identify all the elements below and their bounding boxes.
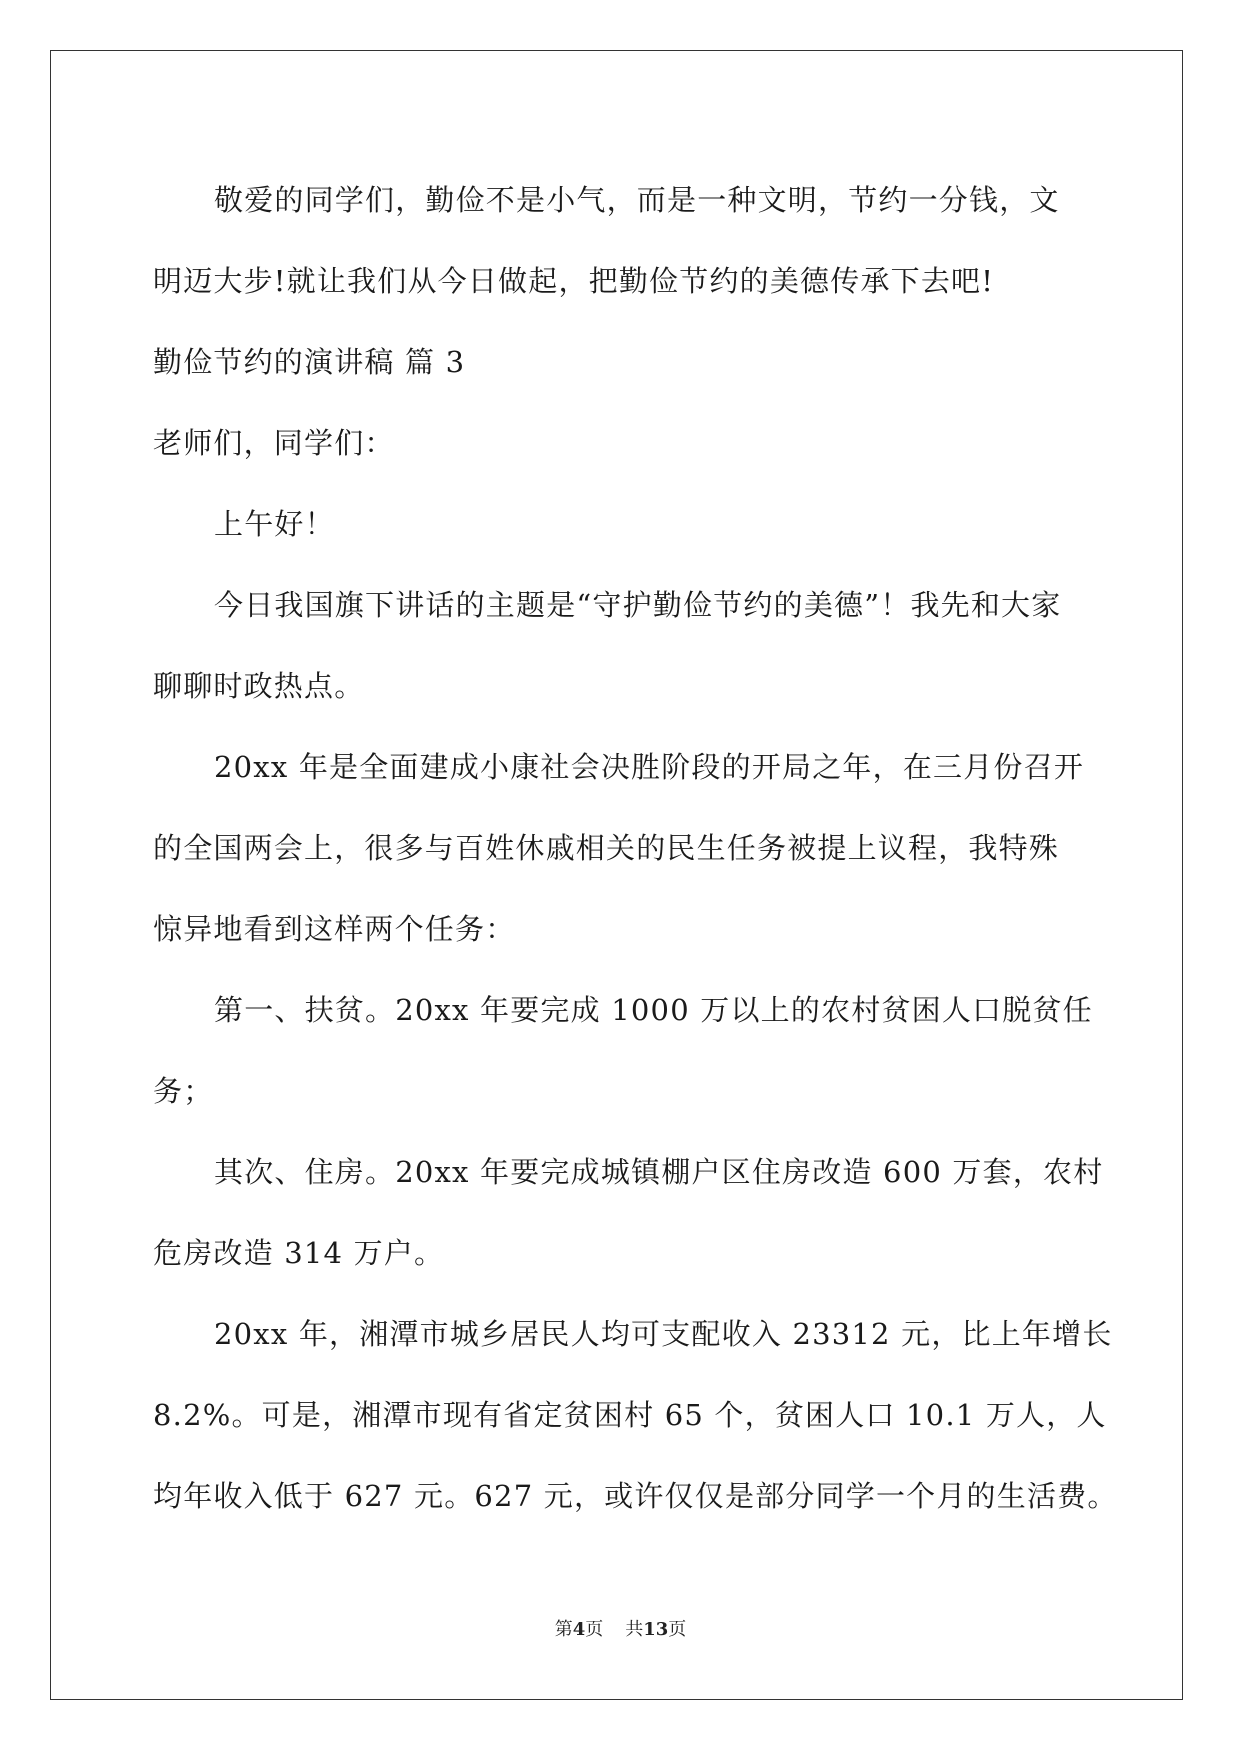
paragraph-line: 敬爱的同学们，勤俭不是小气，而是一种文明，节约一分钱，文 — [214, 183, 1060, 217]
footer-total-prefix: 共 — [625, 1619, 644, 1640]
footer-prefix: 第 — [554, 1619, 573, 1640]
section-heading: 勤俭节约的演讲稿 篇 3 — [153, 345, 466, 379]
document-body — [153, 160, 1118, 1537]
paragraph-line: 惊异地看到这样两个任务： — [153, 912, 516, 946]
paragraph-line: 危房改造 314 万户。 — [153, 1236, 445, 1270]
paragraph-line: 明迈大步!就让我们从今日做起，把勤俭节约的美德传承下去吧! — [153, 264, 995, 298]
paragraph-line: 20xx 年，湘潭市城乡居民人均可支配收入 23312 元，比上年增长 — [214, 1317, 1113, 1351]
current-page-number: 4 — [572, 1619, 586, 1640]
paragraph-line: 务； — [153, 1074, 214, 1108]
paragraph-line: 8.2%。可是，湘潭市现有省定贫困村 65 个，贫困人口 10.1 万人，人 — [153, 1398, 1107, 1432]
paragraph-line: 20xx 年是全面建成小康社会决胜阶段的开局之年，在三月份召开 — [214, 750, 1085, 784]
paragraph-line: 的全国两会上，很多与百姓休戚相关的民生任务被提上议程，我特殊 — [153, 831, 1060, 865]
paragraph-line: 其次、住房。20xx 年要完成城镇棚户区住房改造 600 万套，农村 — [214, 1155, 1104, 1189]
paragraph-line: 今日我国旗下讲话的主题是“守护勤俭节约的美德”！我先和大家 — [214, 588, 1062, 622]
footer-total-suffix: 页 — [668, 1619, 687, 1640]
paragraph-line: 第一、扶贫。20xx 年要完成 1000 万以上的农村贫困人口脱贫任 — [214, 993, 1093, 1027]
page-footer — [0, 1615, 1241, 1641]
footer-page-suffix: 页 — [585, 1619, 604, 1640]
total-pages-number: 13 — [643, 1619, 669, 1640]
salutation: 老师们，同学们： — [153, 426, 395, 460]
greeting: 上午好！ — [214, 507, 335, 541]
paragraph-line: 聊聊时政热点。 — [153, 669, 365, 703]
paragraph-line: 均年收入低于 627 元。627 元，或许仅仅是部分同学一个月的生活费。 — [153, 1479, 1118, 1513]
